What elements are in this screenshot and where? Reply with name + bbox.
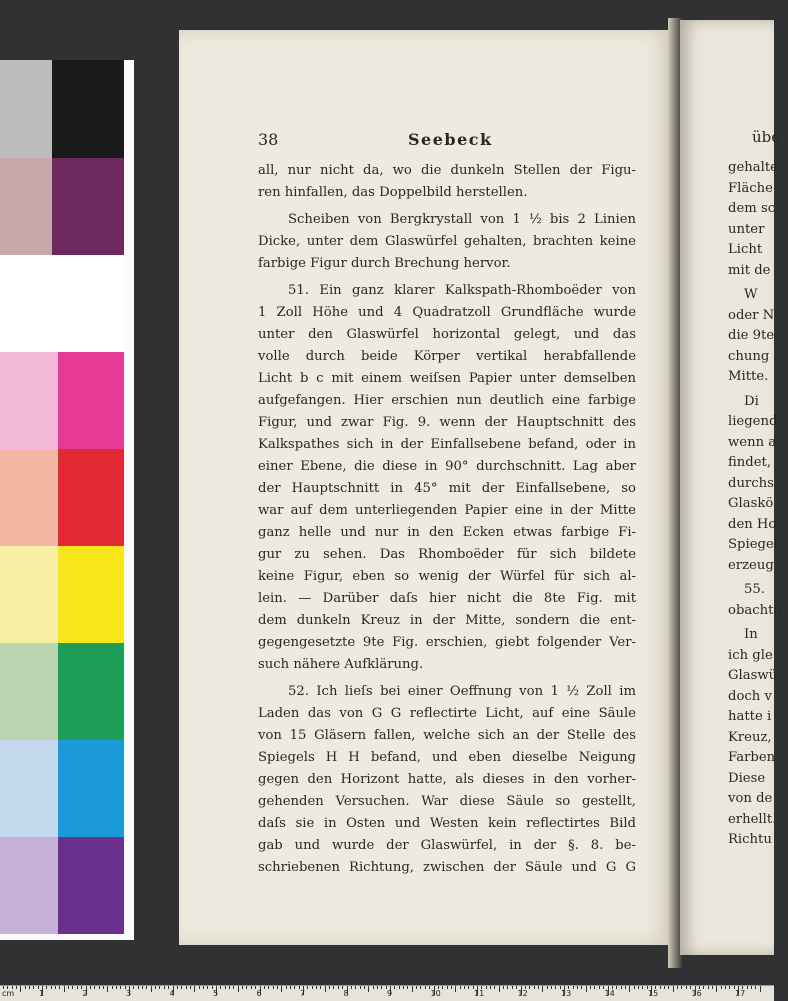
ruler-tick xyxy=(442,986,443,989)
ruler-tick xyxy=(716,986,717,992)
ruler-tick xyxy=(594,986,595,989)
ruler-tick xyxy=(199,986,200,989)
ruler-tick xyxy=(194,986,195,992)
ruler-number: 11 xyxy=(474,989,485,998)
ruler-tick xyxy=(325,986,326,992)
ruler-number: 1 xyxy=(39,989,45,998)
right-text-line: ich gle xyxy=(728,647,773,663)
text-line: such nähere Aufklärung. xyxy=(258,657,424,672)
color-swatch xyxy=(0,255,124,352)
ruler-tick xyxy=(120,986,121,989)
text-line: ganz helle und nur in den Ecken etwas farbige Fi- xyxy=(258,525,636,540)
text-line: lein. — Darüber daſs hier nicht die 8te Fig. mit xyxy=(258,591,636,606)
color-swatch xyxy=(0,352,58,449)
ruler-tick xyxy=(177,986,178,989)
right-text-line: erhellt. xyxy=(728,811,777,827)
right-text-line: Di xyxy=(744,393,759,409)
ruler-tick xyxy=(447,986,448,989)
ruler-tick xyxy=(551,986,552,989)
text-line: Figur, und zwar Fig. 9. wenn der Hauptschnitt des xyxy=(258,415,636,430)
ruler-tick xyxy=(251,986,252,989)
ruler-tick xyxy=(394,986,395,989)
right-text-line: findet, xyxy=(728,455,772,470)
ruler-tick xyxy=(338,986,339,989)
right-text-line: Fläche xyxy=(728,180,773,196)
ruler-tick xyxy=(77,986,78,989)
ruler-tick xyxy=(464,986,465,989)
ruler-tick xyxy=(181,986,182,989)
ruler-tick xyxy=(407,986,408,989)
color-swatch xyxy=(58,546,124,643)
color-swatch xyxy=(58,740,124,837)
ruler-tick xyxy=(581,986,582,989)
ruler-tick xyxy=(360,986,361,989)
page-number: 38 xyxy=(258,130,279,149)
ruler-tick xyxy=(486,986,487,989)
color-swatch xyxy=(58,837,124,934)
ruler-tick xyxy=(94,986,95,989)
ruler-tick xyxy=(599,986,600,989)
text-line: einer Ebene, die diese in 90° durchschnitt. Lag aber xyxy=(258,459,636,474)
ruler-tick xyxy=(708,986,709,989)
ruler-tick xyxy=(755,986,756,989)
ruler-tick xyxy=(529,986,530,989)
ruler-tick xyxy=(586,986,587,992)
ruler-tick xyxy=(229,986,230,989)
right-text-line: Mitte. xyxy=(728,369,769,384)
ruler-tick xyxy=(151,986,152,992)
ruler-tick xyxy=(51,986,52,989)
right-text-line: Spiegel xyxy=(728,537,778,552)
right-text-line: Richtu xyxy=(728,832,772,847)
right-text-line: In xyxy=(744,627,758,642)
ruler-tick xyxy=(273,986,274,989)
ruler-tick xyxy=(642,986,643,989)
right-text-line: wenn a xyxy=(728,434,777,450)
color-swatch xyxy=(0,643,58,740)
ruler-tick xyxy=(681,986,682,989)
right-text-line: oder N xyxy=(728,307,775,323)
right-text-line: durchs xyxy=(728,475,774,491)
ruler-tick xyxy=(329,986,330,989)
right-text-line: doch v xyxy=(728,688,772,704)
ruler-tick xyxy=(621,986,622,989)
ruler-tick xyxy=(512,986,513,989)
ruler-tick xyxy=(590,986,591,989)
ruler-tick xyxy=(316,986,317,989)
text-line: keine Figur, eben so wenig der Würfel für sich al- xyxy=(258,569,636,584)
ruler-tick xyxy=(264,986,265,989)
ruler-tick xyxy=(16,986,17,989)
color-swatch xyxy=(58,643,124,740)
text-line: Dicke, unter dem Glaswürfel gehalten, brachten keine xyxy=(258,234,636,249)
ruler-tick xyxy=(490,986,491,989)
ruler-tick xyxy=(281,986,282,992)
text-line: ren hinfallen, das Doppelbild herstellen. xyxy=(258,185,528,200)
right-text-line: erzeug xyxy=(728,557,774,573)
ruler-tick xyxy=(725,986,726,989)
ruler-tick xyxy=(29,986,30,989)
ruler-tick xyxy=(138,986,139,989)
ruler-tick xyxy=(320,986,321,989)
text-line: unter den Glaswürfel horizontal gelegt, und das xyxy=(258,327,636,342)
ruler-tick xyxy=(46,986,47,989)
ruler-tick xyxy=(499,986,500,992)
ruler-tick xyxy=(721,986,722,989)
ruler-tick xyxy=(668,986,669,989)
ruler-tick xyxy=(90,986,91,989)
ruler-tick xyxy=(638,986,639,989)
right-text-line: hatte i xyxy=(728,709,772,724)
ruler-tick xyxy=(664,986,665,989)
right-text-line: W xyxy=(744,287,758,302)
ruler-tick xyxy=(712,986,713,989)
text-line: daſs sie in Osten und Westen kein reflectirtes Bild xyxy=(258,816,636,831)
text-line: war auf dem unterliegenden Papier eine in der Mitte xyxy=(258,503,636,518)
text-line: volle durch beide Körper vertikal herabfallende xyxy=(258,349,636,364)
right-running-head: übe xyxy=(752,128,781,146)
ruler-tick xyxy=(460,986,461,989)
ruler-tick xyxy=(59,986,60,989)
ruler-tick xyxy=(290,986,291,989)
ruler-tick xyxy=(277,986,278,989)
right-text-line: dem sc xyxy=(728,201,776,216)
color-swatch xyxy=(58,449,124,546)
body-text xyxy=(258,160,636,879)
right-text-line: den Ho xyxy=(728,516,777,532)
ruler-tick xyxy=(468,986,469,989)
ruler-tick xyxy=(399,986,400,989)
ruler-tick xyxy=(12,986,13,989)
ruler-number: 12 xyxy=(517,989,528,998)
right-text-line: Licht xyxy=(728,242,763,257)
color-swatch xyxy=(0,740,58,837)
ruler-number: 5 xyxy=(213,989,219,998)
ruler-tick xyxy=(503,986,504,989)
text-line: der Hauptschnitt in 45° mit der Einfallsebene, so xyxy=(258,481,636,496)
ruler-tick xyxy=(159,986,160,989)
ruler-tick xyxy=(351,986,352,989)
ruler-tick xyxy=(238,986,239,992)
ruler-tick xyxy=(760,986,761,992)
text-line: all, nur nicht da, wo die dunkeln Stellen der Figu- xyxy=(258,163,636,178)
ruler-tick xyxy=(577,986,578,989)
ruler-tick xyxy=(455,986,456,992)
ruler-tick xyxy=(307,986,308,989)
ruler-tick xyxy=(286,986,287,989)
ruler-tick xyxy=(381,986,382,989)
ruler-tick xyxy=(103,986,104,989)
ruler-tick xyxy=(112,986,113,989)
ruler-tick xyxy=(164,986,165,989)
right-text-line: Kreuz, xyxy=(728,729,772,745)
right-text-line: chung xyxy=(728,348,770,364)
ruler-tick xyxy=(494,986,495,989)
ruler-number: 15 xyxy=(648,989,659,998)
right-text-line: die 9te xyxy=(728,328,775,343)
text-line: gab und wurde der Glaswürfel, in der §. 8. be- xyxy=(258,838,636,853)
ruler-tick xyxy=(7,986,8,989)
ruler-tick xyxy=(186,986,187,989)
ruler-tick xyxy=(99,986,100,989)
text-line: Laden das von G G reflectirte Licht, auf eine Säule xyxy=(258,706,636,721)
ruler-tick xyxy=(673,986,674,992)
ruler-tick xyxy=(142,986,143,989)
ruler-tick xyxy=(146,986,147,989)
ruler-tick xyxy=(242,986,243,989)
ruler-tick xyxy=(355,986,356,989)
right-page-text xyxy=(728,158,788,851)
color-swatch xyxy=(0,546,58,643)
ruler-tick xyxy=(25,986,26,989)
ruler-tick xyxy=(377,986,378,989)
text-line: Kalkspathes sich in der Einfallsebene befand, oder in xyxy=(258,437,636,452)
text-line: 51. Ein ganz klarer Kalkspath-Rhomboëder von xyxy=(288,283,636,298)
ruler-tick xyxy=(207,986,208,989)
ruler-number: 7 xyxy=(300,989,306,998)
right-text-line: obachtu xyxy=(728,602,782,618)
right-text-line: von de xyxy=(728,791,773,806)
ruler-tick xyxy=(420,986,421,989)
ruler-tick xyxy=(68,986,69,989)
text-line: gegen den Horizont hatte, als dieses in den vorher- xyxy=(258,772,636,787)
color-swatch xyxy=(58,352,124,449)
ruler-tick xyxy=(225,986,226,989)
right-text-line: Farben xyxy=(728,750,776,765)
ruler-number: 14 xyxy=(604,989,615,998)
ruler-tick xyxy=(55,986,56,989)
ruler-tick xyxy=(555,986,556,989)
right-text-line: Glaskö xyxy=(728,496,774,511)
ruler-number: 10 xyxy=(430,989,441,998)
ruler-tick xyxy=(72,986,73,989)
text-line: 1 Zoll Höhe und 4 Quadratzoll Grundfläche wurde xyxy=(258,305,636,320)
ruler-tick xyxy=(703,986,704,989)
ruler-tick xyxy=(686,986,687,989)
ruler-tick xyxy=(538,986,539,989)
right-text-line: unter xyxy=(728,221,765,237)
color-swatch xyxy=(0,449,58,546)
text-line: gegengesetzte 9te Fig. erschien, giebt folgender Ver- xyxy=(258,635,636,650)
ruler-tick xyxy=(751,986,752,989)
text-line: gur zu sehen. Das Rhomboëder für sich bildete xyxy=(258,547,636,562)
ruler-number: 3 xyxy=(126,989,132,998)
ruler-tick xyxy=(155,986,156,989)
text-line: Spiegels H H befand, und eben dieselbe Neigung xyxy=(258,750,636,765)
ruler-tick xyxy=(534,986,535,989)
text-line: farbige Figur durch Brechung hervor. xyxy=(258,256,511,271)
ruler-tick xyxy=(190,986,191,989)
ruler-tick xyxy=(403,986,404,989)
color-swatch xyxy=(52,158,124,255)
ruler-tick xyxy=(233,986,234,989)
ruler-tick xyxy=(373,986,374,989)
ruler-tick xyxy=(107,986,108,992)
ruler-tick xyxy=(133,986,134,989)
color-swatch xyxy=(0,60,52,158)
right-text-line: liegend xyxy=(728,414,778,429)
ruler-tick xyxy=(268,986,269,989)
color-calibration-card xyxy=(0,60,134,940)
ruler-tick xyxy=(425,986,426,989)
ruler-tick xyxy=(677,986,678,989)
right-text-line: gehalte xyxy=(728,160,778,175)
ruler-unit-label: cm xyxy=(2,989,15,998)
text-line: dem dunkeln Kreuz in der Mitte, sondern die ent- xyxy=(258,613,636,628)
ruler-tick xyxy=(616,986,617,989)
ruler-tick xyxy=(312,986,313,989)
right-text-line: 55. xyxy=(744,582,765,597)
text-line: schriebenen Richtung, zwischen der Säule und G G xyxy=(258,860,636,875)
running-head: Seebeck xyxy=(408,130,493,149)
ruler-tick xyxy=(203,986,204,989)
ruler-tick xyxy=(547,986,548,989)
page-header xyxy=(258,130,638,154)
ruler-number: 8 xyxy=(343,989,349,998)
right-text-line: Glaswü xyxy=(728,668,778,683)
color-swatch xyxy=(0,837,58,934)
ruler-tick xyxy=(625,986,626,989)
ruler-number: 13 xyxy=(561,989,572,998)
ruler-number: 6 xyxy=(256,989,262,998)
ruler-tick xyxy=(747,986,748,989)
text-line: gehenden Versuchen. War diese Säule so gestellt, xyxy=(258,794,636,809)
text-line: 52. Ich lieſs bei einer Oeffnung von 1 ½ Zoll im xyxy=(288,684,636,699)
right-text-line: Diese xyxy=(728,770,766,786)
ruler-tick xyxy=(729,986,730,989)
ruler-tick xyxy=(220,986,221,989)
ruler-tick xyxy=(246,986,247,989)
ruler-tick xyxy=(629,986,630,992)
ruler-tick xyxy=(507,986,508,989)
ruler-tick xyxy=(634,986,635,989)
ruler-tick xyxy=(333,986,334,989)
color-swatch xyxy=(0,158,52,255)
ruler-tick xyxy=(416,986,417,989)
ruler-tick xyxy=(412,986,413,992)
text-line: Licht b c mit einem weiſsen Papier unter demselben xyxy=(258,371,636,386)
color-swatch xyxy=(52,60,124,158)
ruler-tick xyxy=(451,986,452,989)
text-line: Scheiben von Bergkrystall von 1 ½ bis 2 Linien xyxy=(288,212,636,227)
ruler-tick xyxy=(660,986,661,989)
ruler-tick xyxy=(542,986,543,992)
ruler-tick xyxy=(573,986,574,989)
ruler-tick xyxy=(364,986,365,989)
ruler-tick xyxy=(294,986,295,989)
ruler-tick xyxy=(64,986,65,992)
ruler-tick xyxy=(33,986,34,989)
ruler-number: 4 xyxy=(169,989,175,998)
ruler-tick xyxy=(368,986,369,992)
ruler-tick xyxy=(116,986,117,989)
measurement-ruler xyxy=(0,985,774,1001)
right-text-line: mit de xyxy=(728,262,771,278)
ruler-number: 16 xyxy=(691,989,702,998)
ruler-number: 17 xyxy=(735,989,746,998)
text-line: aufgefangen. Hier erschien nun deutlich eine farbige xyxy=(258,393,636,408)
ruler-tick xyxy=(3,986,4,989)
text-line: von 15 Gläsern fallen, welche sich an der Stelle des xyxy=(258,728,636,743)
ruler-tick xyxy=(20,986,21,992)
ruler-number: 2 xyxy=(82,989,88,998)
ruler-number: 9 xyxy=(387,989,393,998)
